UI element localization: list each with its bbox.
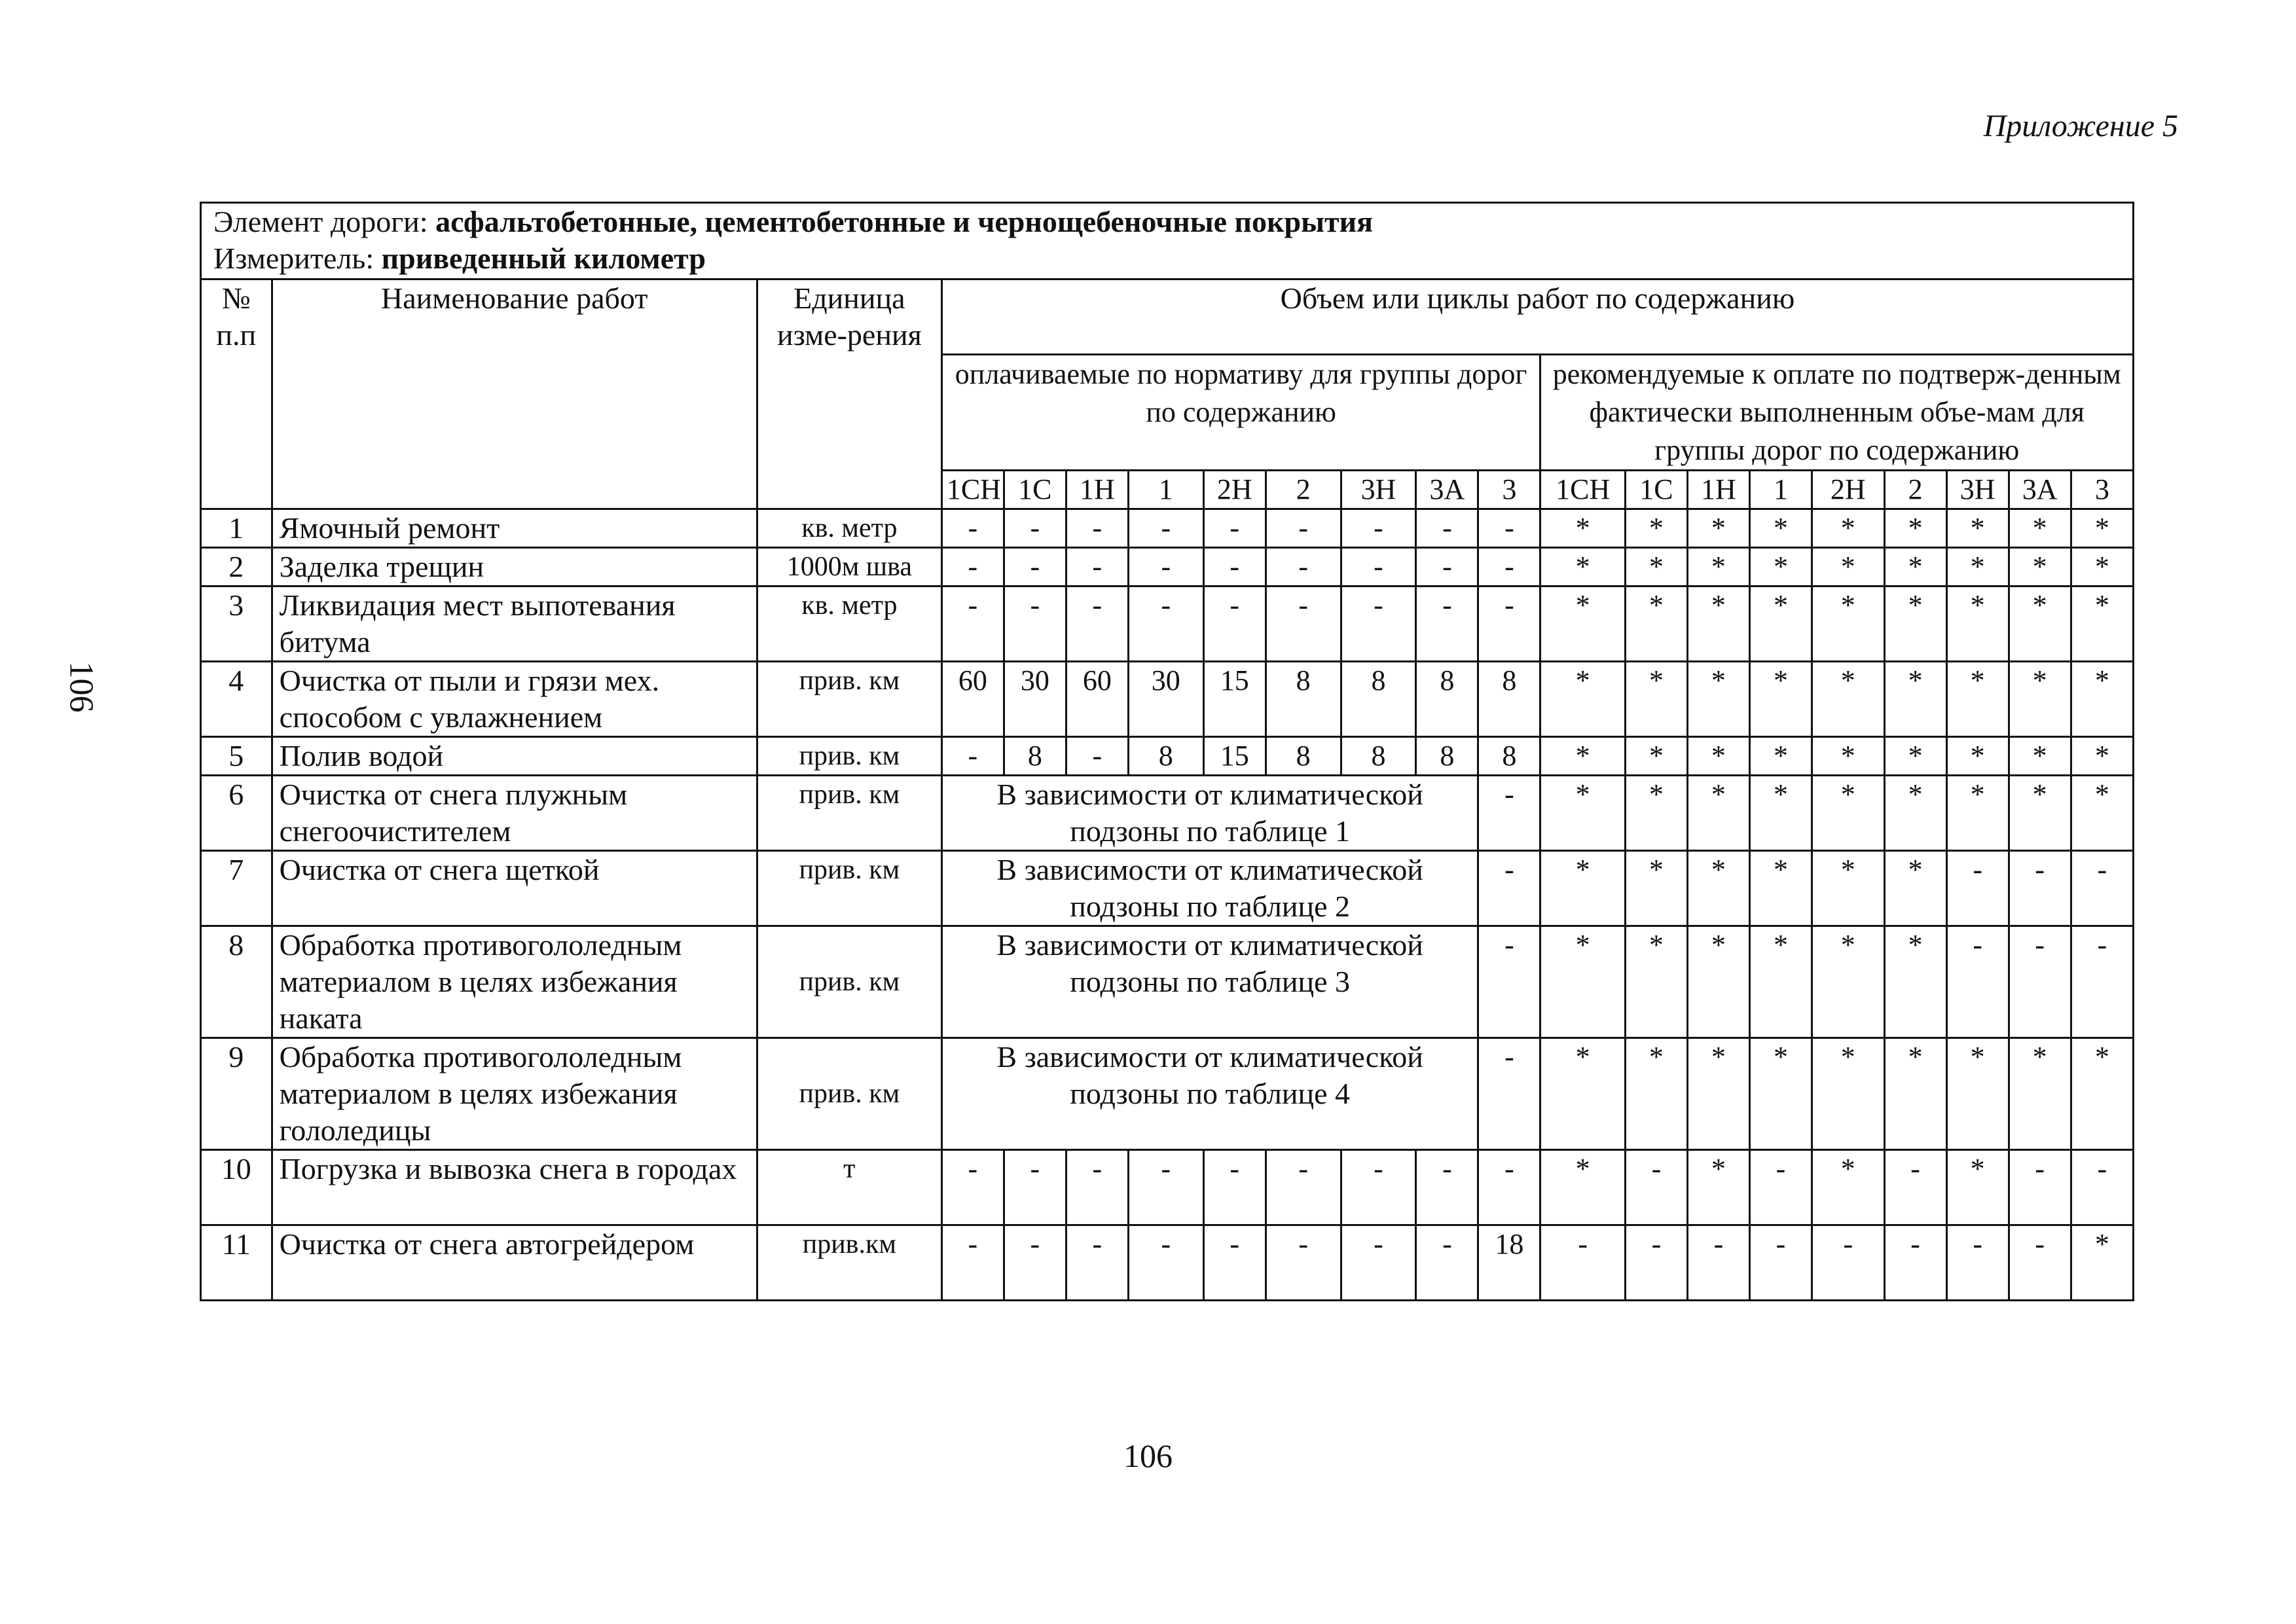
paid-value: - [1004,548,1066,586]
paid-merged-note: В зависимости от климатической подзоны по таблице 2 [941,851,1478,926]
work-name: Заделка трещин [272,548,757,586]
paid-value: - [1341,586,1416,662]
paid-value: - [1128,548,1203,586]
recommended-value: * [2009,737,2071,776]
group-header-rec-1: 1С [1625,471,1687,509]
group-header-paid-7: 3А [1416,471,1478,509]
work-name: Очистка от снега автогрейдером [272,1225,757,1301]
header-recommended: рекомендуемые к оплате по подтверж-денным фактически выполненным объе-мам для группы дорог по содержанию [1540,355,2134,471]
paid-value: 8 [1128,737,1203,776]
recommended-value: * [1749,1038,1812,1150]
recommended-value: - [2071,851,2133,926]
recommended-value: * [2009,586,2071,662]
group-header-rec-8: 3 [2071,471,2133,509]
recommended-value: * [1946,662,2009,737]
group-header-paid-4: 2Н [1203,471,1266,509]
recommended-value: * [1884,586,1946,662]
recommended-value: * [1946,548,2009,586]
recommended-value: * [1540,776,1625,851]
paid-value: - [1266,586,1341,662]
paid-value: - [941,548,1004,586]
work-name: Обработка противогололедным материалом в целях избежания наката [272,926,757,1038]
paid-value: - [1478,548,1540,586]
recommended-value: * [1812,737,1884,776]
paid-value: 8 [1416,662,1478,737]
works-table [200,202,2134,1301]
paid-value: - [1341,509,1416,548]
table-row [201,586,2134,662]
unit-of-measure: прив. км [757,1038,941,1150]
recommended-value: * [1884,509,1946,548]
table-row [201,737,2134,776]
recommended-value: * [2009,509,2071,548]
recommended-value: * [1625,509,1687,548]
header-paid: оплачиваемые по нормативу для группы дорог по содержанию [941,355,1540,471]
paid-value: - [1004,1225,1066,1301]
recommended-value: * [2009,662,2071,737]
recommended-value: - [1884,1225,1946,1301]
group-header-rec-3: 1 [1749,471,1812,509]
recommended-value: * [1749,776,1812,851]
paid-value: - [1416,1150,1478,1225]
paid-value: 8 [1266,662,1341,737]
table-row [201,1038,2134,1150]
paid-value: - [941,1225,1004,1301]
recommended-value: * [2071,1225,2133,1301]
paid-value: - [1478,509,1540,548]
element-value: асфальтобетонные, цементобетонные и чернощебеночные покрытия [435,205,1374,238]
paid-value: 30 [1004,662,1066,737]
recommended-value: * [1749,851,1812,926]
unit-of-measure: т [757,1150,941,1225]
recommended-value: * [1884,1038,1946,1150]
recommended-value: * [1884,548,1946,586]
paid-value: 60 [1066,662,1128,737]
recommended-value: * [1812,586,1884,662]
paid-value: - [941,509,1004,548]
header-name: Наименование работ [272,280,757,509]
works-table-frame [200,202,2134,1327]
header-unit: Единица изме-рения [757,280,941,509]
recommended-value: * [1687,586,1749,662]
paid-value: - [1004,586,1066,662]
paid-value: - [1004,1150,1066,1225]
group-header-rec-2: 1Н [1687,471,1749,509]
paid-value: - [1478,926,1540,1038]
paid-value: - [941,586,1004,662]
work-name: Ликвидация мест выпотевания битума [272,586,757,662]
paid-value: 8 [1478,662,1540,737]
recommended-value: * [2071,662,2133,737]
paid-value: - [1416,548,1478,586]
recommended-value: * [2071,509,2133,548]
paid-value: - [1478,776,1540,851]
row-number: 3 [201,586,272,662]
paid-value: 15 [1203,662,1266,737]
table-row [201,548,2134,586]
unit-of-measure: прив. км [757,851,941,926]
paid-value: 8 [1341,737,1416,776]
paid-value: - [1266,1225,1341,1301]
paid-value: - [1341,548,1416,586]
paid-value: - [1066,1225,1128,1301]
recommended-value: - [1946,851,2009,926]
paid-value: - [1066,548,1128,586]
header-num: № п.п [201,280,272,509]
paid-value: - [1266,548,1341,586]
recommended-value: - [1540,1225,1625,1301]
paid-value: 8 [1004,737,1066,776]
work-name: Очистка от снега щеткой [272,851,757,926]
paid-value: - [1203,509,1266,548]
recommended-value: - [2009,1225,2071,1301]
recommended-value: * [1946,776,2009,851]
recommended-value: - [2071,926,2133,1038]
recommended-value: * [1687,1150,1749,1225]
recommended-value: * [1946,1150,2009,1225]
row-number: 7 [201,851,272,926]
unit-of-measure: кв. метр [757,509,941,548]
recommended-value: * [2071,1038,2133,1150]
work-name: Очистка от пыли и грязи мех. способом с увлажнением [272,662,757,737]
recommended-value: * [1812,1038,1884,1150]
recommended-value: * [1625,851,1687,926]
recommended-value: - [1749,1150,1812,1225]
group-header-paid-0: 1СН [941,471,1004,509]
table-row [201,1150,2134,1225]
paid-value: 8 [1266,737,1341,776]
row-number: 6 [201,776,272,851]
paid-value: - [1478,1150,1540,1225]
recommended-value: * [1687,776,1749,851]
group-header-paid-2: 1Н [1066,471,1128,509]
recommended-value: * [2009,776,2071,851]
appendix-label: Приложение 5 [1983,109,2178,143]
recommended-value: * [1884,737,1946,776]
side-page-number: 106 [62,661,100,713]
recommended-value: * [1946,737,2009,776]
paid-value: - [941,1150,1004,1225]
recommended-value: * [1884,851,1946,926]
recommended-value: * [1687,662,1749,737]
recommended-value: - [1946,1225,2009,1301]
work-name: Полив водой [272,737,757,776]
paid-merged-note: В зависимости от климатической подзоны по таблице 1 [941,776,1478,851]
group-header-paid-6: 3Н [1341,471,1416,509]
recommended-value: * [2071,548,2133,586]
recommended-value: * [1540,662,1625,737]
unit-of-measure: кв. метр [757,586,941,662]
row-number: 10 [201,1150,272,1225]
paid-value: 15 [1203,737,1266,776]
paid-value: 18 [1478,1225,1540,1301]
recommended-value: * [1812,662,1884,737]
recommended-value: * [1540,737,1625,776]
paid-value: - [1066,737,1128,776]
recommended-value: * [1687,851,1749,926]
recommended-value: - [1687,1225,1749,1301]
work-name: Обработка противогололедным материалом в целях избежания гололедицы [272,1038,757,1150]
recommended-value: * [1812,776,1884,851]
recommended-value: - [1749,1225,1812,1301]
paid-value: - [1478,851,1540,926]
recommended-value: * [1749,548,1812,586]
recommended-value: * [1749,737,1812,776]
group-header-paid-8: 3 [1478,471,1540,509]
paid-value: - [1128,586,1203,662]
table-title-cell [201,203,2134,280]
measure-value: приведенный километр [381,242,706,275]
group-header-paid-1: 1С [1004,471,1066,509]
paid-value: - [1203,548,1266,586]
row-number: 9 [201,1038,272,1150]
unit-of-measure: прив. км [757,776,941,851]
recommended-value: * [1749,662,1812,737]
recommended-value: * [1884,776,1946,851]
paid-value: - [1128,1150,1203,1225]
recommended-value: - [1625,1150,1687,1225]
recommended-value: - [1625,1225,1687,1301]
row-number: 5 [201,737,272,776]
paid-value: - [1066,586,1128,662]
group-header-rec-4: 2Н [1812,471,1884,509]
work-name: Ямочный ремонт [272,509,757,548]
recommended-value: * [1625,926,1687,1038]
unit-of-measure: прив.км [757,1225,941,1301]
recommended-value: * [1625,662,1687,737]
recommended-value: * [1812,851,1884,926]
row-number: 4 [201,662,272,737]
recommended-value: * [1625,1038,1687,1150]
table-title-row [201,203,2134,280]
group-header-rec-5: 2 [1884,471,1946,509]
recommended-value: * [2071,776,2133,851]
work-name: Погрузка и вывозка снега в городах [272,1150,757,1225]
element-prefix: Элемент дороги: [213,205,436,238]
unit-of-measure: прив. км [757,926,941,1038]
paid-value: - [1066,509,1128,548]
recommended-value: - [1812,1225,1884,1301]
recommended-value: * [2071,586,2133,662]
page-number: 106 [1123,1437,1173,1474]
paid-value: - [1203,1150,1266,1225]
paid-value: - [1478,586,1540,662]
recommended-value: - [2009,926,2071,1038]
recommended-value: - [1946,926,2009,1038]
recommended-value: - [2071,1150,2133,1225]
recommended-value: * [1884,662,1946,737]
recommended-value: * [1749,926,1812,1038]
unit-of-measure: прив. км [757,737,941,776]
recommended-value: * [1946,1038,2009,1150]
paid-value: - [1266,1150,1341,1225]
paid-value: 8 [1416,737,1478,776]
recommended-value: * [1625,776,1687,851]
recommended-value: * [2071,737,2133,776]
paid-value: - [1066,1150,1128,1225]
table-row [201,926,2134,1038]
recommended-value: * [1812,509,1884,548]
row-number: 1 [201,509,272,548]
paid-value: 8 [1478,737,1540,776]
paid-value: - [1416,1225,1478,1301]
measure-prefix: Измеритель: [213,242,382,275]
table-row [201,776,2134,851]
row-number: 2 [201,548,272,586]
recommended-value: - [2009,1150,2071,1225]
header-volume: Объем или циклы работ по содержанию [941,280,2133,355]
paid-value: - [1128,509,1203,548]
recommended-value: * [1540,851,1625,926]
recommended-value: - [1884,1150,1946,1225]
recommended-value: - [2009,851,2071,926]
recommended-value: * [1946,509,2009,548]
recommended-value: * [1625,548,1687,586]
recommended-value: * [2009,1038,2071,1150]
paid-value: - [1203,1225,1266,1301]
paid-value: - [1478,1038,1540,1150]
group-header-rec-0: 1СН [1540,471,1625,509]
recommended-value: * [2009,548,2071,586]
recommended-value: * [1812,926,1884,1038]
group-header-paid-5: 2 [1266,471,1341,509]
recommended-value: * [1540,509,1625,548]
row-number: 8 [201,926,272,1038]
recommended-value: * [1687,926,1749,1038]
paid-value: - [1203,586,1266,662]
recommended-value: * [1540,926,1625,1038]
group-header-rec-6: 3Н [1946,471,2009,509]
recommended-value: * [1540,1038,1625,1150]
recommended-value: * [1625,737,1687,776]
unit-of-measure: прив. км [757,662,941,737]
paid-value: - [1341,1225,1416,1301]
paid-value: 30 [1128,662,1203,737]
group-header-paid-3: 1 [1128,471,1203,509]
paid-value: 60 [941,662,1004,737]
recommended-value: * [1884,926,1946,1038]
recommended-value: * [1625,586,1687,662]
row-number: 11 [201,1225,272,1301]
paid-value: - [941,737,1004,776]
recommended-value: * [1687,509,1749,548]
table-row [201,851,2134,926]
paid-value: - [1004,509,1066,548]
work-name: Очистка от снега плужным снегоочистителем [272,776,757,851]
recommended-value: * [1540,1150,1625,1225]
recommended-value: * [1812,548,1884,586]
unit-of-measure: 1000м шва [757,548,941,586]
paid-value: - [1416,586,1478,662]
paid-value: - [1341,1150,1416,1225]
recommended-value: * [1749,586,1812,662]
recommended-value: * [1540,548,1625,586]
paid-value: - [1128,1225,1203,1301]
paid-merged-note: В зависимости от климатической подзоны по таблице 4 [941,1038,1478,1150]
recommended-value: * [1687,737,1749,776]
recommended-value: * [1946,586,2009,662]
recommended-value: * [1749,509,1812,548]
paid-value: - [1416,509,1478,548]
recommended-value: * [1687,548,1749,586]
recommended-value: * [1687,1038,1749,1150]
recommended-value: * [1540,586,1625,662]
paid-value: 8 [1341,662,1416,737]
paid-value: - [1266,509,1341,548]
recommended-value: * [1812,1150,1884,1225]
table-row [201,1225,2134,1301]
table-row [201,509,2134,548]
group-header-rec-7: 3А [2009,471,2071,509]
table-row [201,662,2134,737]
paid-merged-note: В зависимости от климатической подзоны по таблице 3 [941,926,1478,1038]
header-row-1 [201,280,2134,355]
